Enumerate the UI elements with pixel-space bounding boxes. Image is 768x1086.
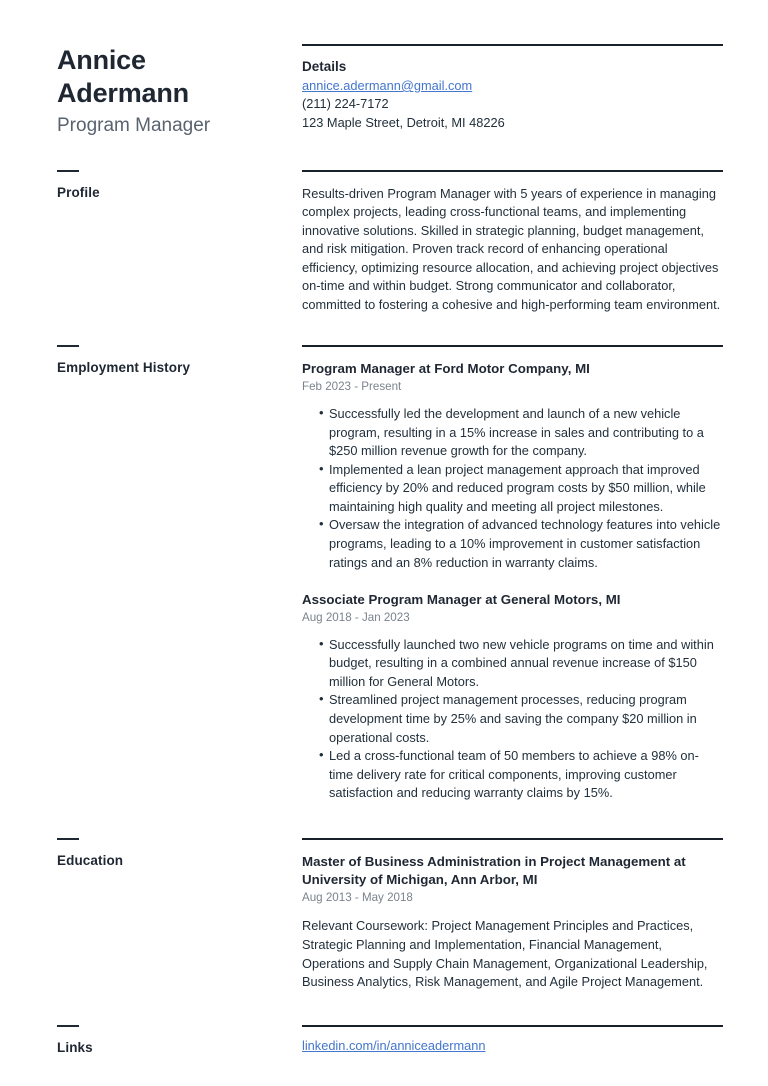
section-dash-icon [57,838,79,840]
profile-section-label: Profile [57,184,100,200]
section-dash-icon [57,170,79,172]
candidate-last-name: Adermann [57,77,189,108]
education-label-block [57,838,302,869]
employment-entry-title: Program Manager at Ford Motor Company, MI [302,361,590,377]
education-entry-date: Aug 2013 - May 2018 [302,890,413,904]
education-content [302,838,723,992]
candidate-first-name: Annice [57,45,146,75]
education-entry [302,853,723,992]
list-item: • Led a cross-functional team of 50 members to achieve a 98% on-time delivery rate for critical components, improving customer satisfaction and reducing warranty claims by 15%. [302,747,723,803]
links-section [0,1025,768,1056]
profile-content [302,170,723,315]
employment-content [302,345,723,802]
links-section-label: Links [57,1039,93,1055]
list-item: • Successfully led the development and launch of a new vehicle program, resulting in a 15% increase in sales and contributing to a $250 million revenue growth for the company. [302,405,723,461]
links-divider [302,1025,723,1027]
details-divider [302,44,723,46]
profile-text: Results-driven Program Manager with 5 years of experience in managing complex projects, leading cross-functional teams, and implementing innovative solutions. Skilled in strategic planning, budget management, and risk mitigation. Proven track record of enhancing operational efficiency, optimizing resource allocation, and achieving project objectives on-time and within budget. Strong communicator and collaborator, committed to fostering a cohesive and high-performing team environment. [302,185,721,312]
header-section [0,0,768,138]
details-phone: (211) 224-7172 [302,96,389,112]
linkedin-link[interactable]: linkedin.com/in/anniceadermann [302,1037,486,1053]
employment-entry [302,591,723,803]
employment-divider [302,345,723,347]
links-list [302,1037,723,1055]
candidate-job-title: Program Manager [57,114,211,136]
employment-section [0,345,768,802]
details-block [302,44,723,132]
education-section [0,838,768,992]
links-content [302,1025,723,1055]
links-label-block [57,1025,302,1056]
employment-entry-bullets [302,405,723,572]
list-item: • Oversaw the integration of advanced technology features into vehicle programs, leading to a 10% improvement in customer satisfaction ratings and an 8% reduction in warranty claims. [302,516,723,572]
employment-entry-title: Associate Program Manager at General Motors, MI [302,592,621,608]
list-item: • Implemented a lean project management approach that improved efficiency by 20% and reduced program costs by $50 million, while maintaining high quality and meeting all project milestones. [302,461,723,517]
section-dash-icon [57,345,79,347]
profile-section [0,170,768,315]
employment-label-block [57,345,302,376]
email-link[interactable]: annice.adermann@gmail.com [302,78,473,93]
details-address: 123 Maple Street, Detroit, MI 48226 [302,114,505,130]
employment-entry-date: Feb 2023 - Present [302,380,402,394]
profile-divider [302,170,723,172]
header-name-block [57,44,302,138]
education-entry-description: Relevant Coursework: Project Management Principles and Practices, Strategic Planning and Implementation, Financial Management, Operations and Supply Chain Management, Organizational Leadership, Business Analytics, Risk Management, and Agile Project Management. [302,918,708,990]
education-section-label: Education [57,852,124,868]
profile-label-block [57,170,302,201]
employment-entry [302,360,723,572]
employment-entry-date: Aug 2018 - Jan 2023 [302,611,410,625]
education-entry-title: Master of Business Administration in Project Management at University of Michigan, Ann Arbor, MI [302,853,686,887]
education-divider [302,838,723,840]
section-dash-icon [57,1025,79,1027]
details-heading: Details [302,59,347,74]
employment-section-label: Employment History [57,360,191,376]
list-item: • Streamlined project management processes, reducing program development time by 25% and saving the company $20 million in operational costs. [302,691,723,747]
employment-entry-bullets [302,636,723,803]
details-email-row [302,77,723,95]
list-item: • Successfully launched two new vehicle programs on time and within budget, resulting in a combined annual revenue increase of $150 million for General Motors. [302,636,723,692]
